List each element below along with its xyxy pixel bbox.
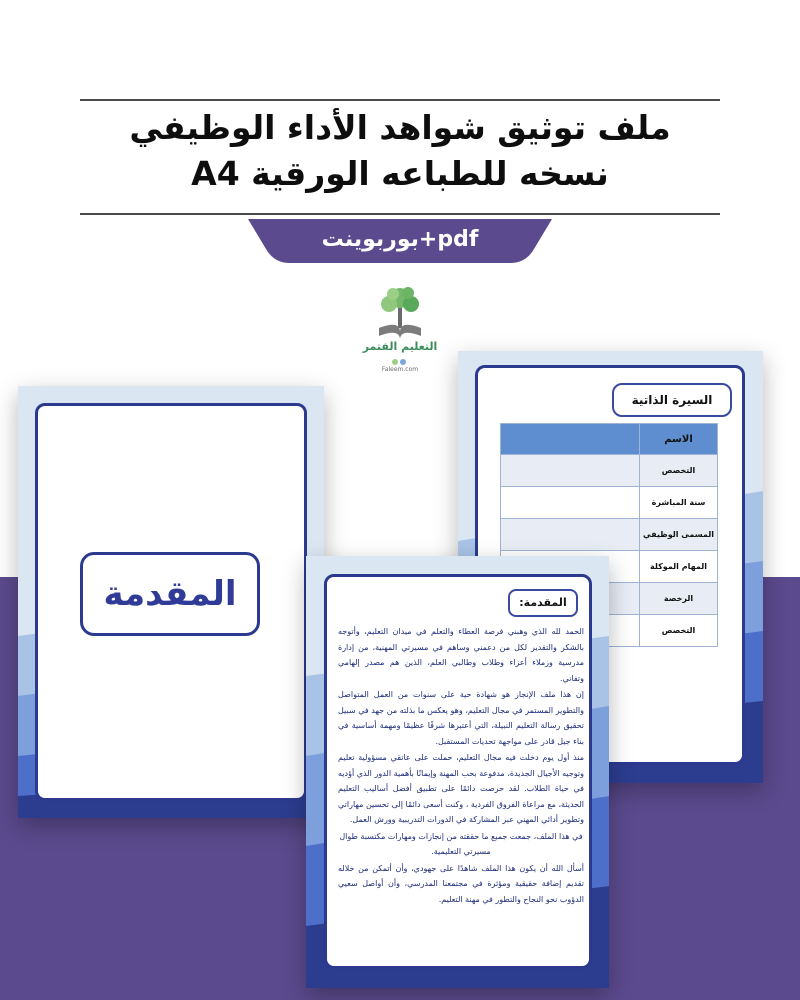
letter-body bbox=[338, 624, 584, 908]
cv-cell bbox=[501, 455, 640, 487]
letter-title: المقدمة: bbox=[508, 589, 578, 617]
tree-book-icon bbox=[365, 284, 435, 374]
bottom-rule bbox=[80, 213, 720, 215]
letter-paragraph: أسأل الله أن يكون هذا الملف شاهدًا على جهودي، وأن أتمكن من خلاله تقديم إضافة حقيقية ومؤثرة في مجتمعنا المدرسي، وأن أواصل سعيي الدؤوب نحو النجاح والتطور في مهنة التعليم. bbox=[338, 863, 584, 904]
cv-row-tasks: المهام الموكلة bbox=[640, 551, 718, 583]
title-line-1: ملف توثيق شواهد الأداء الوظيفي bbox=[129, 108, 671, 147]
cv-row-start-year: سنة المباشرة bbox=[640, 487, 718, 519]
cv-row-license: الرخصة bbox=[640, 583, 718, 615]
cv-row-job-title: المسمى الوظيفي bbox=[640, 519, 718, 551]
cv-row-specialty-2: التخصص bbox=[640, 615, 718, 647]
cv-cell bbox=[501, 487, 640, 519]
title-line-2: نسخه للطباعه الورقية A4 bbox=[191, 154, 609, 193]
logo-name: التعليم الفتمر bbox=[362, 340, 438, 353]
cv-row-specialty: التخصص bbox=[640, 455, 718, 487]
intro-title: المقدمة bbox=[80, 552, 260, 636]
letter-paragraph: إن هذا ملف الإنجاز هو شهادة حية على سنوات من العمل المتواصل والتطوير المستمر في مجال التعليم، وهو يعكس ما بذلته من جهد في سبيل تحقيق رسالة التعليم النبيلة، التي أعتبرها شرفًا عظيمًا ومهمة أساسية في بناء جيل قادر على مواجهة تحديات المستقبل. bbox=[338, 690, 584, 746]
cv-cell bbox=[501, 424, 640, 455]
top-rule bbox=[80, 99, 720, 101]
logo-url: Faleem.com bbox=[381, 366, 419, 373]
cv-row-name: الاسم bbox=[640, 424, 718, 455]
cv-title: السيرة الذاتية bbox=[612, 383, 732, 417]
letter-paragraph: في هذا الملف، جمعت جميع ما حققته من إنجازات ومهارات مكتسبة طوال مسيرتي التعليمية. bbox=[339, 831, 583, 856]
format-tab-label: بوربوينت+pdf bbox=[321, 227, 479, 252]
letter-paragraph: الحمد لله الذي وهبني فرصة العطاء والتعلم في ميدان التعليم، وأتوجه بالشكر والتقدير لكل من دعمني وساهم في مسيرتي المهنية، من إدارة مدرسية وزملاء أعزاء وطلاب وطالبي العلم، الذين هم مصدر إلهامي وتفاني. bbox=[338, 627, 584, 683]
letter-paragraph: منذ أول يوم دخلت فيه مجال التعليم، حملت على عاتقي مسؤولية تعليم وتوجيه الأجيال الجديدة، مدفوعة بحب المهنة وإيمانًا بأهمية الدور الذي أؤديه في حياة الطلاب. لقد حرصت دائمًا على تطبيق أفضل أساليب التعليم الحديثة، مع مراعاة الفروق الفردية ، وكنت أسعى دائمًا إلى تحسين مهاراتي وتطوير أدائي المهني عبر المشاركة في الدورات التدريبية وورش العمل. bbox=[338, 753, 584, 824]
cv-cell bbox=[501, 519, 640, 551]
